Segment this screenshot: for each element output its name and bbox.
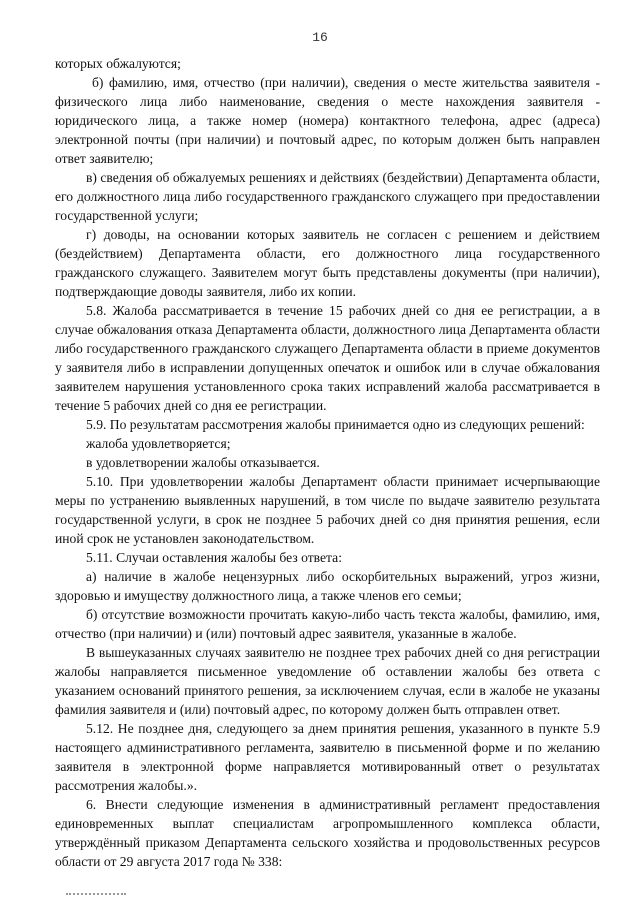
paragraph-item-g: г) доводы, на основании которых заявитель не согласен с решением и действием (бездействием) Департамента области, его должностного лица государственного гражданского служащего. Заявителем могут быть представлены документы (при наличии), подтверждающие доводы заявителя, либо их копии. <box>55 227 600 299</box>
page-number: 16 <box>312 30 328 45</box>
paragraph-5-10: 5.10. При удовлетворении жалобы Департамент области принимает исчерпывающие меры по устранению выявленных нарушений, в том числе по выдаче заявителю результата государственной услуги, в срок не позднее 5 рабочих дней со дня принятия решения, если иной срок не установлен законодательством. <box>55 474 600 546</box>
paragraph-6: 6. Внести следующие изменения в административный регламент предоставления единовременных выплат специалистам агропромышленного комплекса области, утверждённый приказом Департамента сельского хозяйства и продовольственных ресурсов области от 29 августа 2017 года № 338: <box>55 797 600 869</box>
paragraph-5-8: 5.8. Жалоба рассматривается в течение 15 рабочих дней со дня ее регистрации, а в случае обжалования отказа Департамента области, должностного лица Департамента области либо государственного гражданского служащего Департамента области в приеме документов у заявителя либо в исправлении допущенных опечаток и ошибок или в случае обжалования заявителем нарушения установленного срока таких исправлений жалоба рассматривается в течение 5 рабочих дней со дня ее регистрации. <box>55 303 600 413</box>
paragraph-decision-2: в удовлетворении жалобы отказывается. <box>86 455 320 470</box>
scan-artifact <box>66 893 126 897</box>
paragraph-item-b2: б) отсутствие возможности прочитать какую-либо часть текста жалобы, фамилию, имя, отчество (при наличии) и (или) почтовый адрес заявителя, указанные в жалобе. <box>55 607 600 641</box>
paragraph-item-v: в) сведения об обжалуемых решениях и действиях (бездействии) Департамента области, его должностного лица либо государственного гражданского служащего при предоставлении государственной услуги; <box>55 170 600 223</box>
paragraph-continuation: которых обжалуются; <box>55 56 181 71</box>
paragraph-item-a: а) наличие в жалобе нецензурных либо оскорбительных выражений, угроз жизни, здоровью и имуществу должностного лица, а также членов его семьи; <box>55 569 600 603</box>
paragraph-5-12: 5.12. Не позднее дня, следующего за днем принятия решения, указанного в пункте 5.9 настоящего административного регламента, заявителю в письменной форме и по желанию заявителя в электронной форме направляется мотивированный ответ о результатах рассмотрения жалобы.». <box>55 721 600 793</box>
paragraph-decision-1: жалоба удовлетворяется; <box>86 436 231 451</box>
paragraph-5-11: 5.11. Случаи оставления жалобы без ответа: <box>86 550 342 565</box>
paragraph-notice: В вышеуказанных случаях заявителю не позднее трех рабочих дней со дня регистрации жалобы направляется письменное уведомление об оставлении жалобы без ответа с указанием оснований принятого решения, за исключением случая, если в жалобе не указаны фамилия заявителя и (или) почтовый адрес, по которому должен быть отправлен ответ. <box>55 645 600 717</box>
paragraph-5-9: 5.9. По результатам рассмотрения жалобы принимается одно из следующих решений: <box>86 417 585 432</box>
paragraph-item-b: б) фамилию, имя, отчество (при наличии), сведения о месте жительства заявителя - физического лица либо наименование, сведения о месте нахождения заявителя - юридического лица, а также номер (номера) контактного телефона, адрес (адреса) электронной почты (при наличии) и почтовый адрес, по которым должен быть направлен ответ заявителю; <box>55 75 600 166</box>
document-body <box>55 54 600 871</box>
